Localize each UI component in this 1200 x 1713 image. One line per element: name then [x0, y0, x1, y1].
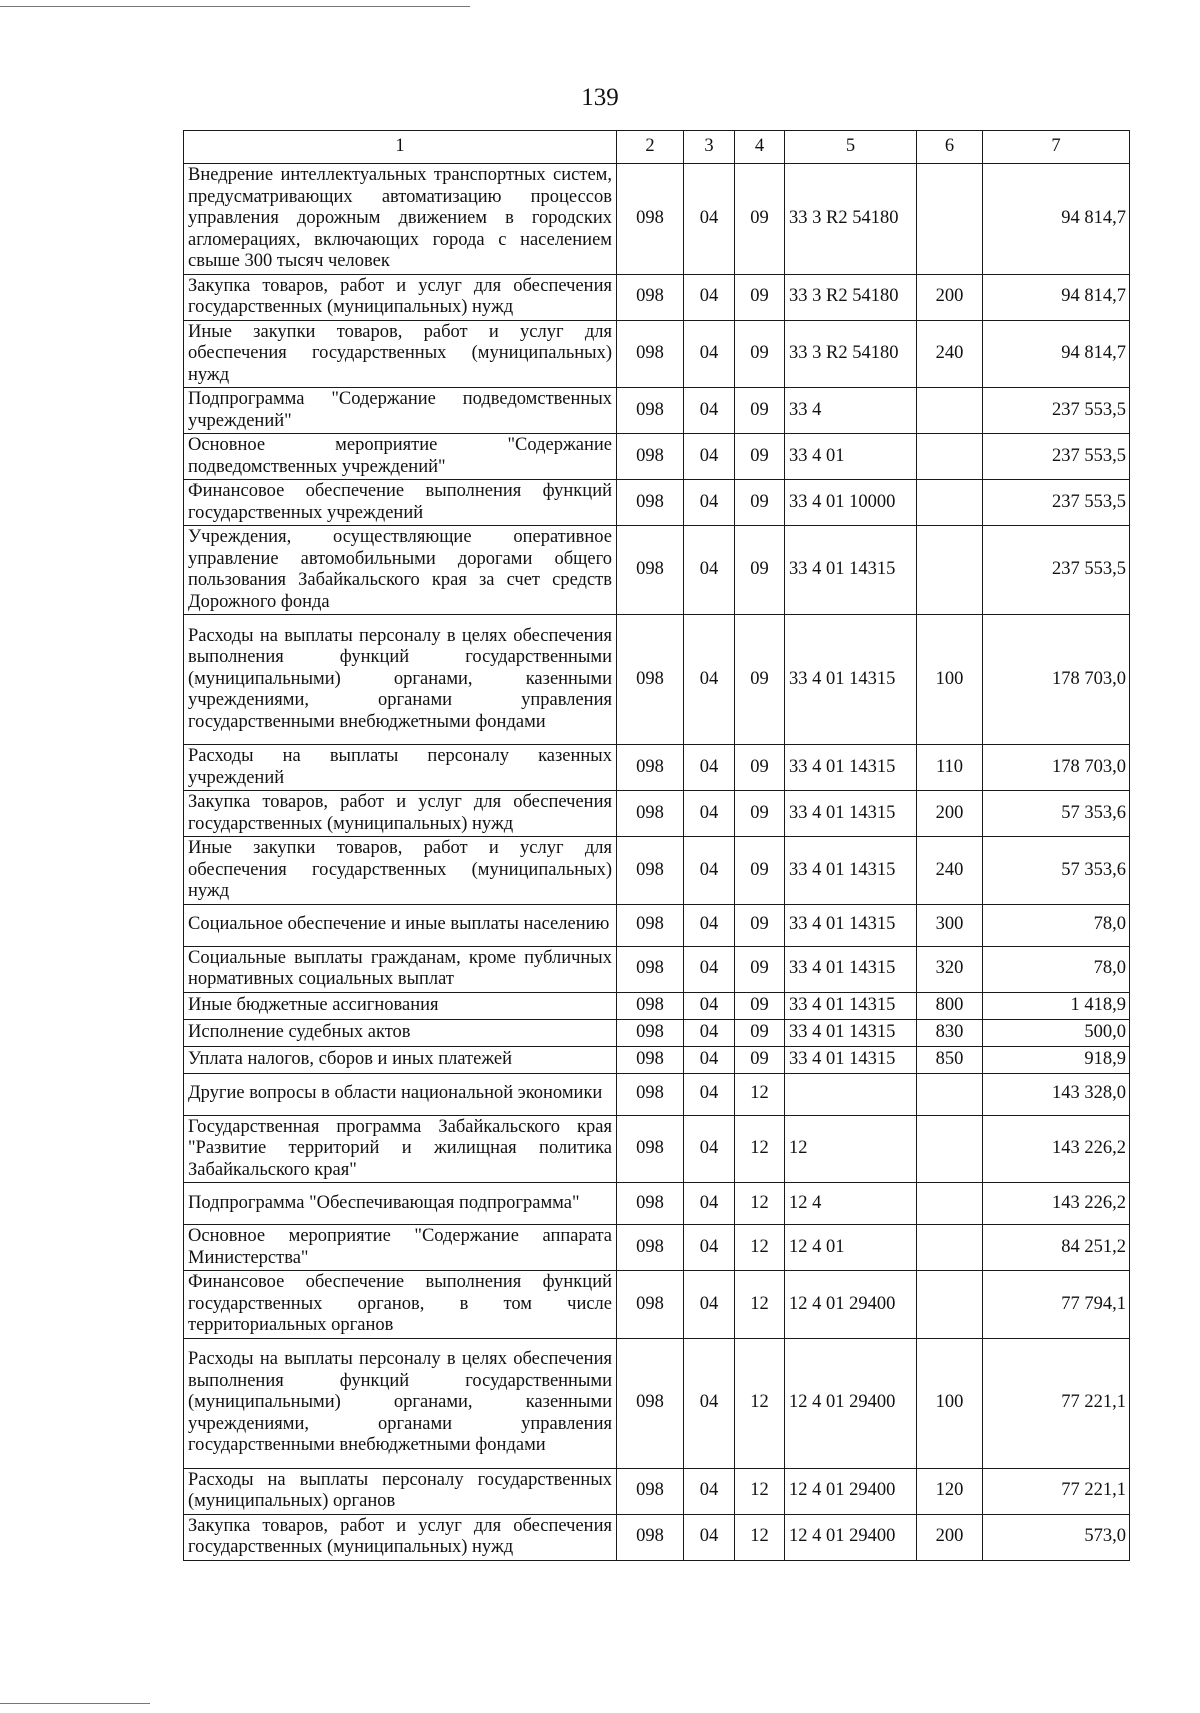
- subsection-code-cell: 09: [735, 526, 785, 615]
- ministry-code-cell: 098: [617, 946, 684, 992]
- expense-type-cell: [917, 1183, 983, 1225]
- expense-type-cell: [917, 526, 983, 615]
- table-row: [184, 1115, 1130, 1183]
- target-article-cell: 33 4 01: [785, 434, 917, 480]
- target-article-cell: 33 4 01 14315: [785, 904, 917, 946]
- subsection-code-cell: 12: [735, 1115, 785, 1183]
- target-article-cell: 12 4 01 29400: [785, 1514, 917, 1560]
- table-row: [184, 434, 1130, 480]
- ministry-code-cell: 098: [617, 791, 684, 837]
- subsection-code-cell: 09: [735, 164, 785, 275]
- table-row: [184, 1019, 1130, 1046]
- ministry-code-cell: 098: [617, 904, 684, 946]
- row-name-cell: Уплата налогов, сборов и иных платежей: [184, 1046, 617, 1073]
- header-cell: 6: [917, 131, 983, 164]
- scan-top-rule: [0, 6, 470, 7]
- amount-cell: 573,0: [983, 1514, 1130, 1560]
- amount-cell: 94 814,7: [983, 320, 1130, 388]
- ministry-code-cell: 098: [617, 615, 684, 745]
- amount-cell: 143 226,2: [983, 1183, 1130, 1225]
- row-name-cell: Основное мероприятие "Содержание подведомственных учреждений": [184, 434, 617, 480]
- ministry-code-cell: 098: [617, 1225, 684, 1271]
- page-number: 139: [581, 84, 619, 111]
- table-row: [184, 745, 1130, 791]
- subsection-code-cell: 09: [735, 480, 785, 526]
- table-row: [184, 1271, 1130, 1339]
- subsection-code-cell: 12: [735, 1514, 785, 1560]
- scan-bottom-rule: [0, 1703, 150, 1704]
- amount-cell: 94 814,7: [983, 164, 1130, 275]
- subsection-code-cell: 09: [735, 1046, 785, 1073]
- ministry-code-cell: 098: [617, 1046, 684, 1073]
- target-article-cell: 33 4 01 14315: [785, 1019, 917, 1046]
- subsection-code-cell: 09: [735, 745, 785, 791]
- row-name-cell: Иные бюджетные ассигнования: [184, 992, 617, 1019]
- section-code-cell: 04: [684, 791, 735, 837]
- table-row: [184, 526, 1130, 615]
- ministry-code-cell: 098: [617, 745, 684, 791]
- target-article-cell: 33 4 01 14315: [785, 745, 917, 791]
- amount-cell: 918,9: [983, 1046, 1130, 1073]
- ministry-code-cell: 098: [617, 837, 684, 905]
- subsection-code-cell: 09: [735, 791, 785, 837]
- table-row: [184, 992, 1130, 1019]
- ministry-code-cell: 098: [617, 320, 684, 388]
- row-name-cell: Учреждения, осуществляющие оперативное управление автомобильными дорогами общего пользования Забайкальского края за счет средств Дорожного фонда: [184, 526, 617, 615]
- row-name-cell: Государственная программа Забайкальского края "Развитие территорий и жилищная политика Забайкальского края": [184, 1115, 617, 1183]
- ministry-code-cell: 098: [617, 1271, 684, 1339]
- table-row: [184, 1514, 1130, 1560]
- section-code-cell: 04: [684, 837, 735, 905]
- amount-cell: 78,0: [983, 946, 1130, 992]
- expense-type-cell: 240: [917, 837, 983, 905]
- row-name-cell: Подпрограмма "Обеспечивающая подпрограмма": [184, 1183, 617, 1225]
- amount-cell: 143 328,0: [983, 1073, 1130, 1115]
- table-row: [184, 1338, 1130, 1468]
- amount-cell: 77 221,1: [983, 1468, 1130, 1514]
- target-article-cell: [785, 1073, 917, 1115]
- section-code-cell: 04: [684, 1019, 735, 1046]
- target-article-cell: 12 4: [785, 1183, 917, 1225]
- ministry-code-cell: 098: [617, 992, 684, 1019]
- target-article-cell: 33 4 01 14315: [785, 1046, 917, 1073]
- table-row: [184, 946, 1130, 992]
- subsection-code-cell: 09: [735, 388, 785, 434]
- ministry-code-cell: 098: [617, 1115, 684, 1183]
- row-name-cell: Другие вопросы в области национальной экономики: [184, 1073, 617, 1115]
- header-cell: 7: [983, 131, 1130, 164]
- expense-type-cell: 850: [917, 1046, 983, 1073]
- section-code-cell: 04: [684, 274, 735, 320]
- amount-cell: 78,0: [983, 904, 1130, 946]
- section-code-cell: 04: [684, 1183, 735, 1225]
- section-code-cell: 04: [684, 1225, 735, 1271]
- row-name-cell: Социальные выплаты гражданам, кроме публичных нормативных социальных выплат: [184, 946, 617, 992]
- row-name-cell: Социальное обеспечение и иные выплаты населению: [184, 904, 617, 946]
- section-code-cell: 04: [684, 1271, 735, 1339]
- section-code-cell: 04: [684, 615, 735, 745]
- ministry-code-cell: 098: [617, 1019, 684, 1046]
- target-article-cell: 33 4 01 14315: [785, 791, 917, 837]
- target-article-cell: 33 4: [785, 388, 917, 434]
- subsection-code-cell: 09: [735, 946, 785, 992]
- section-code-cell: 04: [684, 388, 735, 434]
- amount-cell: 94 814,7: [983, 274, 1130, 320]
- row-name-cell: Расходы на выплаты персоналу в целях обеспечения выполнения функций государственными (муниципальными) органами, казенными учреждениями, органами управления государственными внебюджетными фондами: [184, 1338, 617, 1468]
- expense-type-cell: 300: [917, 904, 983, 946]
- target-article-cell: 12 4 01 29400: [785, 1468, 917, 1514]
- expense-type-cell: 110: [917, 745, 983, 791]
- expense-type-cell: [917, 1115, 983, 1183]
- target-article-cell: 33 4 01 14315: [785, 615, 917, 745]
- amount-cell: 178 703,0: [983, 745, 1130, 791]
- subsection-code-cell: 09: [735, 992, 785, 1019]
- target-article-cell: 12 4 01: [785, 1225, 917, 1271]
- amount-cell: 143 226,2: [983, 1115, 1130, 1183]
- section-code-cell: 04: [684, 904, 735, 946]
- ministry-code-cell: 098: [617, 388, 684, 434]
- ministry-code-cell: 098: [617, 1514, 684, 1560]
- expense-type-cell: 830: [917, 1019, 983, 1046]
- target-article-cell: 12 4 01 29400: [785, 1271, 917, 1339]
- section-code-cell: 04: [684, 164, 735, 275]
- section-code-cell: 04: [684, 1468, 735, 1514]
- row-name-cell: Исполнение судебных актов: [184, 1019, 617, 1046]
- expense-type-cell: [917, 164, 983, 275]
- subsection-code-cell: 09: [735, 615, 785, 745]
- table-row: [184, 320, 1130, 388]
- section-code-cell: 04: [684, 526, 735, 615]
- target-article-cell: 33 3 R2 54180: [785, 320, 917, 388]
- expense-type-cell: 120: [917, 1468, 983, 1514]
- row-name-cell: Финансовое обеспечение выполнения функций государственных учреждений: [184, 480, 617, 526]
- ministry-code-cell: 098: [617, 526, 684, 615]
- expense-type-cell: [917, 1225, 983, 1271]
- expense-type-cell: [917, 434, 983, 480]
- target-article-cell: 33 4 01 14315: [785, 992, 917, 1019]
- row-name-cell: Иные закупки товаров, работ и услуг для обеспечения государственных (муниципальных) нужд: [184, 320, 617, 388]
- section-code-cell: 04: [684, 434, 735, 480]
- table-row: [184, 1046, 1130, 1073]
- target-article-cell: 33 3 R2 54180: [785, 274, 917, 320]
- section-code-cell: 04: [684, 480, 735, 526]
- expense-type-cell: 240: [917, 320, 983, 388]
- section-code-cell: 04: [684, 1338, 735, 1468]
- expense-type-cell: 200: [917, 791, 983, 837]
- header-cell: 4: [735, 131, 785, 164]
- subsection-code-cell: 09: [735, 837, 785, 905]
- expense-type-cell: [917, 480, 983, 526]
- table-row: [184, 164, 1130, 275]
- ministry-code-cell: 098: [617, 1073, 684, 1115]
- row-name-cell: Расходы на выплаты персоналу в целях обеспечения выполнения функций государственными (муниципальными) органами, казенными учреждениями, органами управления государственными внебюджетными фондами: [184, 615, 617, 745]
- expense-type-cell: [917, 1271, 983, 1339]
- expense-type-cell: 320: [917, 946, 983, 992]
- table-row: [184, 388, 1130, 434]
- table-row: [184, 791, 1130, 837]
- subsection-code-cell: 12: [735, 1338, 785, 1468]
- amount-cell: 57 353,6: [983, 837, 1130, 905]
- amount-cell: 500,0: [983, 1019, 1130, 1046]
- row-name-cell: Подпрограмма "Содержание подведомственных учреждений": [184, 388, 617, 434]
- amount-cell: 77 221,1: [983, 1338, 1130, 1468]
- amount-cell: 77 794,1: [983, 1271, 1130, 1339]
- table-header-row: [184, 131, 1130, 164]
- subsection-code-cell: 12: [735, 1183, 785, 1225]
- subsection-code-cell: 12: [735, 1468, 785, 1514]
- row-name-cell: Расходы на выплаты персоналу казенных учреждений: [184, 745, 617, 791]
- amount-cell: 237 553,5: [983, 434, 1130, 480]
- budget-table: [183, 130, 1130, 1561]
- row-name-cell: Основное мероприятие "Содержание аппарата Министерства": [184, 1225, 617, 1271]
- row-name-cell: Закупка товаров, работ и услуг для обеспечения государственных (муниципальных) нужд: [184, 1514, 617, 1560]
- ministry-code-cell: 098: [617, 1183, 684, 1225]
- header-cell: 3: [684, 131, 735, 164]
- table-row: [184, 274, 1130, 320]
- subsection-code-cell: 09: [735, 434, 785, 480]
- row-name-cell: Закупка товаров, работ и услуг для обеспечения государственных (муниципальных) нужд: [184, 274, 617, 320]
- table-row: [184, 837, 1130, 905]
- expense-type-cell: [917, 1073, 983, 1115]
- header-cell: 2: [617, 131, 684, 164]
- ministry-code-cell: 098: [617, 164, 684, 275]
- section-code-cell: 04: [684, 1514, 735, 1560]
- section-code-cell: 04: [684, 992, 735, 1019]
- expense-type-cell: 200: [917, 1514, 983, 1560]
- section-code-cell: 04: [684, 946, 735, 992]
- target-article-cell: 33 4 01 14315: [785, 526, 917, 615]
- table-row: [184, 1225, 1130, 1271]
- amount-cell: 84 251,2: [983, 1225, 1130, 1271]
- target-article-cell: 33 3 R2 54180: [785, 164, 917, 275]
- subsection-code-cell: 09: [735, 274, 785, 320]
- expense-type-cell: [917, 388, 983, 434]
- header-cell: 5: [785, 131, 917, 164]
- table-row: [184, 1183, 1130, 1225]
- expense-type-cell: 100: [917, 615, 983, 745]
- section-code-cell: 04: [684, 1115, 735, 1183]
- subsection-code-cell: 12: [735, 1225, 785, 1271]
- table-row: [184, 1073, 1130, 1115]
- ministry-code-cell: 098: [617, 1338, 684, 1468]
- table-row: [184, 615, 1130, 745]
- expense-type-cell: 100: [917, 1338, 983, 1468]
- table-row: [184, 1468, 1130, 1514]
- row-name-cell: Иные закупки товаров, работ и услуг для обеспечения государственных (муниципальных) нужд: [184, 837, 617, 905]
- expense-type-cell: 200: [917, 274, 983, 320]
- amount-cell: 1 418,9: [983, 992, 1130, 1019]
- table-row: [184, 904, 1130, 946]
- amount-cell: 178 703,0: [983, 615, 1130, 745]
- amount-cell: 237 553,5: [983, 480, 1130, 526]
- target-article-cell: 12: [785, 1115, 917, 1183]
- expense-type-cell: 800: [917, 992, 983, 1019]
- subsection-code-cell: 09: [735, 904, 785, 946]
- amount-cell: 57 353,6: [983, 791, 1130, 837]
- header-cell: 1: [184, 131, 617, 164]
- target-article-cell: 33 4 01 10000: [785, 480, 917, 526]
- row-name-cell: Внедрение интеллектуальных транспортных систем, предусматривающих автоматизацию процессов управления дорожным движением в городских агломерациях, включающих города с населением свыше 300 тысяч человек: [184, 164, 617, 275]
- row-name-cell: Расходы на выплаты персоналу государственных (муниципальных) органов: [184, 1468, 617, 1514]
- ministry-code-cell: 098: [617, 274, 684, 320]
- ministry-code-cell: 098: [617, 1468, 684, 1514]
- subsection-code-cell: 09: [735, 1019, 785, 1046]
- section-code-cell: 04: [684, 320, 735, 388]
- target-article-cell: 33 4 01 14315: [785, 946, 917, 992]
- amount-cell: 237 553,5: [983, 388, 1130, 434]
- table-row: [184, 480, 1130, 526]
- target-article-cell: 33 4 01 14315: [785, 837, 917, 905]
- subsection-code-cell: 12: [735, 1073, 785, 1115]
- section-code-cell: 04: [684, 1073, 735, 1115]
- amount-cell: 237 553,5: [983, 526, 1130, 615]
- subsection-code-cell: 09: [735, 320, 785, 388]
- target-article-cell: 12 4 01 29400: [785, 1338, 917, 1468]
- subsection-code-cell: 12: [735, 1271, 785, 1339]
- section-code-cell: 04: [684, 1046, 735, 1073]
- section-code-cell: 04: [684, 745, 735, 791]
- ministry-code-cell: 098: [617, 434, 684, 480]
- ministry-code-cell: 098: [617, 480, 684, 526]
- row-name-cell: Закупка товаров, работ и услуг для обеспечения государственных (муниципальных) нужд: [184, 791, 617, 837]
- row-name-cell: Финансовое обеспечение выполнения функций государственных органов, в том числе территориальных органов: [184, 1271, 617, 1339]
